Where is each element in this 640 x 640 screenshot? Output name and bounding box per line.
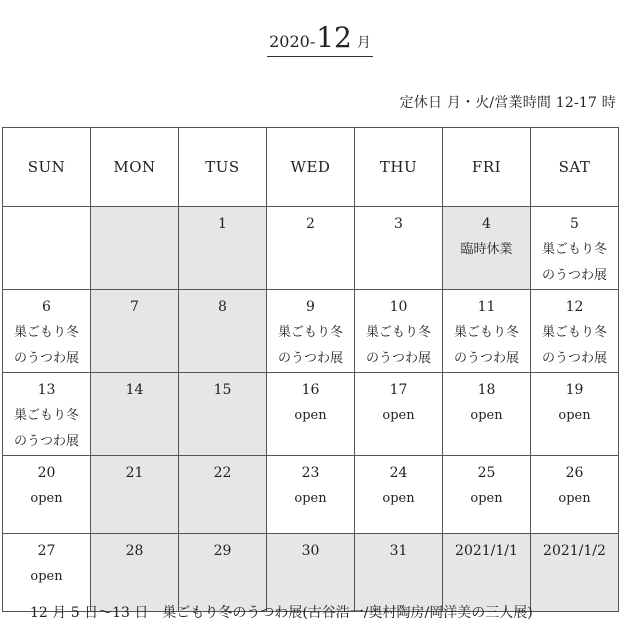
day-number: 4	[482, 216, 491, 232]
day-note: 巣ごもり冬 のうつわ展	[541, 242, 607, 283]
day-number: 2	[306, 216, 315, 232]
day-cell	[355, 456, 443, 534]
day-number: 15	[213, 382, 232, 398]
day-cell	[267, 290, 355, 373]
day-note: open	[470, 491, 503, 506]
day-note: open	[382, 408, 415, 423]
day-number: 21	[125, 465, 144, 481]
day-note: open	[294, 408, 327, 423]
title-month-unit: 月	[356, 35, 371, 51]
day-note: open	[558, 408, 591, 423]
day-note: open	[294, 491, 327, 506]
day-note: open	[470, 408, 503, 423]
day-cell	[91, 534, 179, 612]
day-cell	[355, 373, 443, 456]
weekday-wed: WED	[267, 128, 355, 207]
day-cell	[91, 290, 179, 373]
day-note: 巣ごもり冬 のうつわ展	[13, 408, 79, 449]
day-cell	[355, 207, 443, 290]
day-number: 6	[42, 299, 51, 315]
day-note: open	[382, 491, 415, 506]
day-number: 10	[389, 299, 408, 315]
day-number: 19	[565, 382, 584, 398]
day-number: 2021/1/2	[543, 543, 606, 559]
day-cell	[3, 373, 91, 456]
weekday-fri: FRI	[443, 128, 531, 207]
day-number: 2021/1/1	[455, 543, 518, 559]
day-number: 9	[306, 299, 315, 315]
day-cell	[267, 456, 355, 534]
day-cell	[531, 456, 619, 534]
week-row	[3, 290, 619, 373]
day-cell	[91, 207, 179, 290]
week-row	[3, 534, 619, 612]
day-number: 16	[301, 382, 320, 398]
weekday-header-row	[3, 128, 619, 207]
day-number: 8	[218, 299, 227, 315]
day-number: 1	[218, 216, 227, 232]
day-number	[3, 207, 90, 211]
weekday-sun: SUN	[3, 128, 91, 207]
day-cell	[531, 534, 619, 612]
day-number: 27	[37, 543, 56, 559]
day-number	[91, 207, 178, 211]
title-year: 2020-	[269, 32, 316, 51]
day-cell	[267, 207, 355, 290]
day-number: 11	[477, 299, 496, 315]
day-cell	[443, 207, 531, 290]
day-cell	[443, 373, 531, 456]
day-note: 巣ごもり冬 のうつわ展	[453, 325, 519, 366]
day-number: 14	[125, 382, 144, 398]
day-cell	[531, 207, 619, 290]
day-number: 22	[213, 465, 232, 481]
day-note: 巣ごもり冬 のうつわ展	[13, 325, 79, 366]
day-note: open	[558, 491, 591, 506]
day-cell	[179, 456, 267, 534]
day-cell	[267, 534, 355, 612]
day-number: 17	[389, 382, 408, 398]
calendar-grid	[2, 127, 619, 612]
day-cell	[179, 207, 267, 290]
day-cell	[3, 207, 91, 290]
day-note: open	[30, 491, 63, 506]
week-row	[3, 373, 619, 456]
day-number: 18	[477, 382, 496, 398]
day-number: 29	[213, 543, 232, 559]
calendar-body	[3, 207, 619, 612]
day-cell	[179, 534, 267, 612]
weekday-mon: MON	[91, 128, 179, 207]
week-row	[3, 456, 619, 534]
day-cell	[91, 373, 179, 456]
day-cell	[355, 534, 443, 612]
day-cell	[3, 290, 91, 373]
day-cell	[531, 290, 619, 373]
day-cell	[267, 373, 355, 456]
day-cell	[3, 456, 91, 534]
day-note: 巣ごもり冬 のうつわ展	[365, 325, 431, 366]
day-number: 24	[389, 465, 408, 481]
day-number: 26	[565, 465, 584, 481]
day-cell	[179, 290, 267, 373]
event-footer-note: 12 月 5 日〜13 日 巣ごもり冬のうつわ展(古谷浩一/奥村陶房/岡洋美の三人展)	[30, 605, 533, 621]
day-cell	[355, 290, 443, 373]
day-number: 28	[125, 543, 144, 559]
week-row	[3, 207, 619, 290]
day-note: 巣ごもり冬 のうつわ展	[541, 325, 607, 366]
title-month: 12	[316, 21, 352, 54]
weekday-tus: TUS	[179, 128, 267, 207]
day-note: 巣ごもり冬 のうつわ展	[277, 325, 343, 366]
day-number: 23	[301, 465, 320, 481]
day-cell	[179, 373, 267, 456]
day-cell	[531, 373, 619, 456]
day-cell	[91, 456, 179, 534]
day-number: 31	[389, 543, 408, 559]
day-number: 5	[570, 216, 579, 232]
day-number: 13	[37, 382, 56, 398]
day-number: 20	[37, 465, 56, 481]
day-number: 25	[477, 465, 496, 481]
weekday-sat: SAT	[531, 128, 619, 207]
weekday-thu: THU	[355, 128, 443, 207]
day-cell	[443, 290, 531, 373]
day-note: open	[30, 569, 63, 584]
day-number: 7	[130, 299, 139, 315]
title-underline	[267, 21, 373, 57]
day-number: 3	[394, 216, 403, 232]
day-cell	[3, 534, 91, 612]
business-hours-notice: 定休日 月・火/営業時間 12-17 時	[399, 95, 616, 111]
day-note: 臨時休業	[460, 242, 513, 257]
day-cell	[443, 456, 531, 534]
day-number: 12	[565, 299, 584, 315]
day-number: 30	[301, 543, 320, 559]
day-cell	[443, 534, 531, 612]
calendar-title	[0, 21, 640, 57]
